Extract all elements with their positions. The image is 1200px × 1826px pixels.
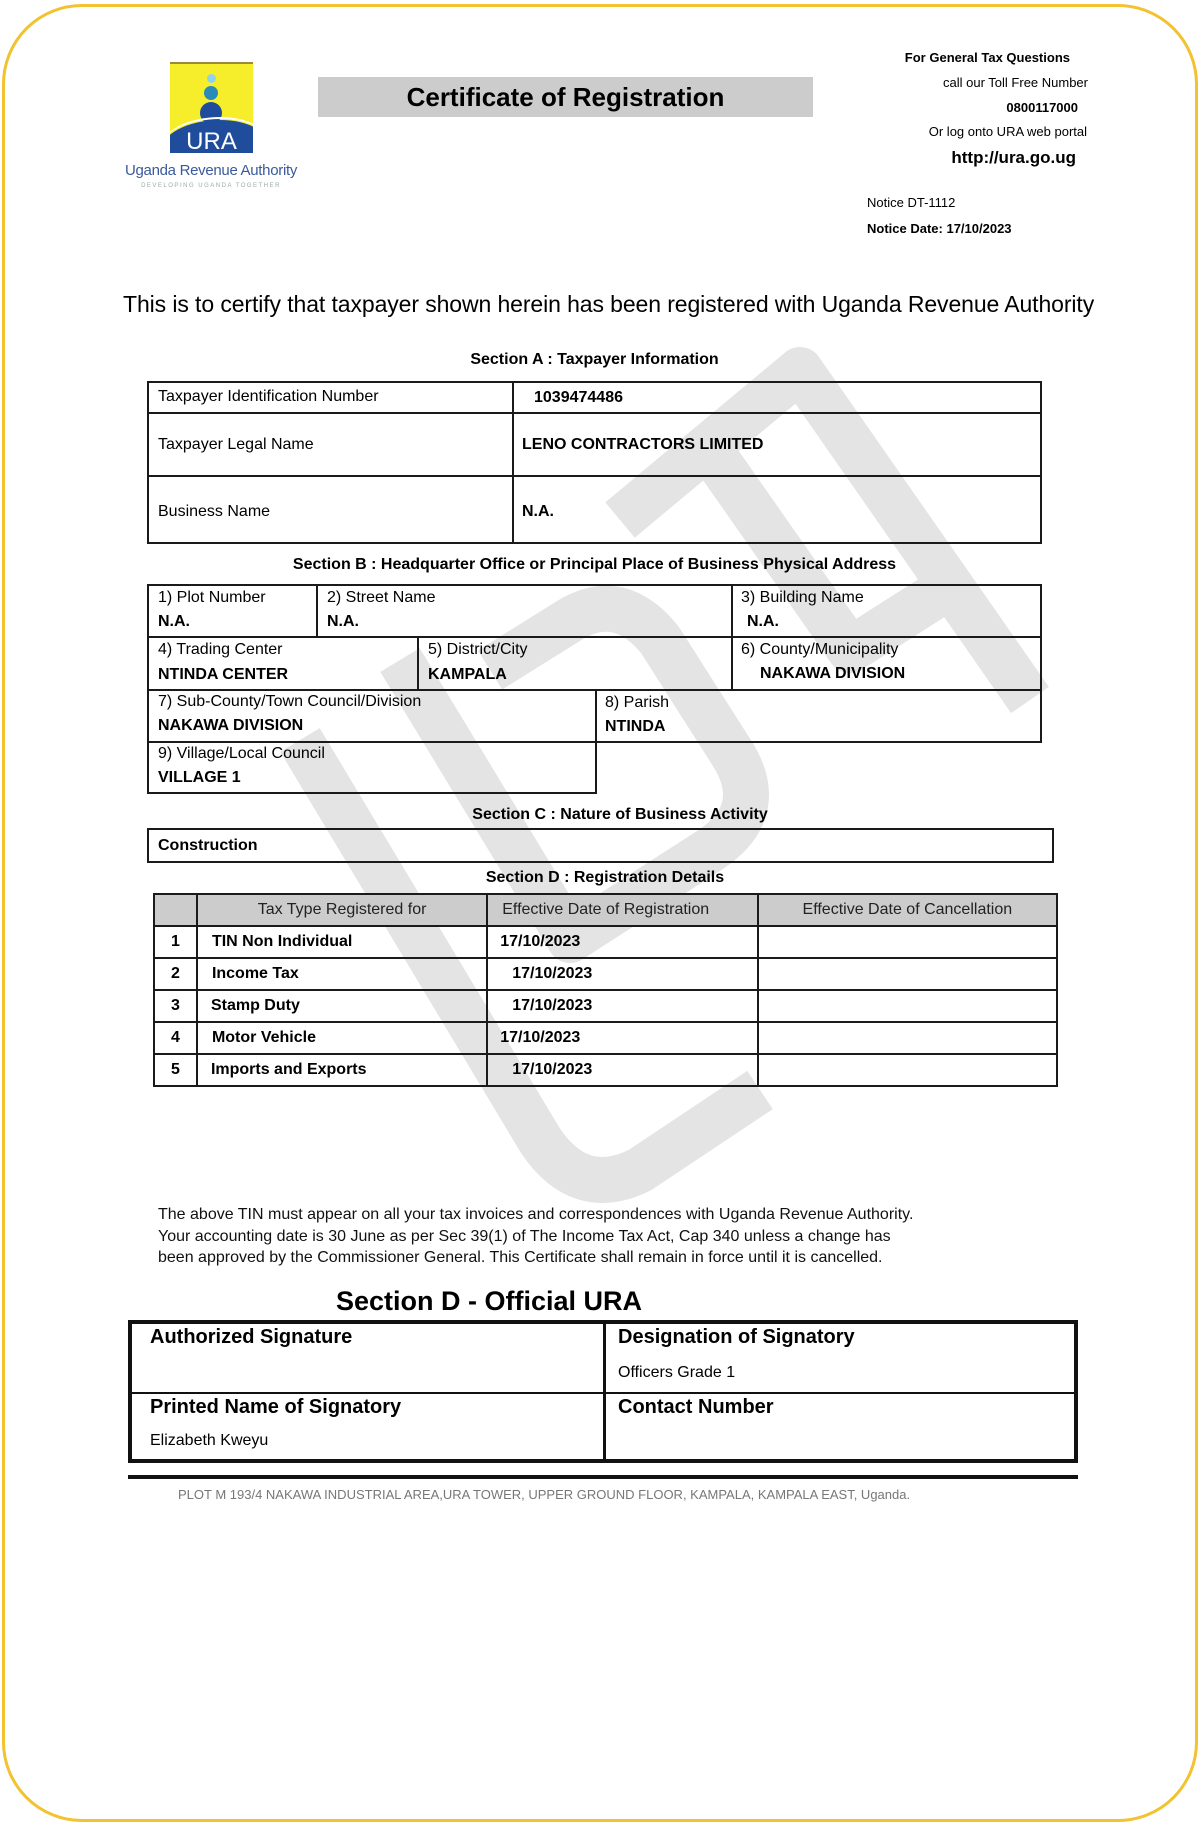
reg-date: 17/10/2023 (487, 926, 757, 958)
row-number: 5 (154, 1054, 197, 1086)
certify-statement: This is to certify that taxpayer shown herein has been registered with Uganda Revenue Authority (123, 291, 1095, 317)
district-city-cell (417, 636, 733, 691)
registration-table-header (154, 894, 1057, 926)
tin-value: 1039474486 (534, 389, 623, 406)
village-cell (147, 741, 597, 794)
note-line-1: The above TIN must appear on all your tax invoices and correspondences with Uganda Revenue Authority. (158, 1206, 914, 1223)
logo-abbr: URA (186, 128, 237, 153)
parish-cell (595, 689, 1042, 743)
street-name-label: 2) Street Name (327, 589, 436, 606)
logo-org-name: Uganda Revenue Authority (124, 162, 298, 179)
building-name-label: 3) Building Name (741, 589, 864, 606)
sub-county-label: 7) Sub-County/Town Council/Division (158, 693, 422, 710)
tax-type: Income Tax (197, 958, 487, 990)
row-number: 1 (154, 926, 197, 958)
county-municipality-label: 6) County/Municipality (741, 641, 899, 658)
table-row (154, 1022, 1057, 1054)
trading-center-value: NTINDA CENTER (158, 666, 289, 683)
note-line-3: been approved by the Commissioner General. This Certificate shall remain in force until it is cancelled. (158, 1249, 883, 1266)
reg-date: 17/10/2023 (487, 1022, 757, 1054)
village-label: 9) Village/Local Council (158, 745, 325, 762)
cancel-date (758, 1022, 1057, 1054)
ura-logo (170, 62, 253, 153)
notice-id: Notice DT-1112 (867, 195, 956, 210)
tin-label-cell (147, 381, 514, 414)
table-row (154, 958, 1057, 990)
tax-type: Stamp Duty (197, 990, 487, 1022)
designation-value: Officers Grade 1 (618, 1364, 736, 1381)
cancel-date (758, 1054, 1057, 1086)
county-municipality-value: NAKAWA DIVISION (760, 665, 906, 682)
plot-number-label: 1) Plot Number (158, 589, 266, 606)
printed-name-cell (132, 1394, 603, 1463)
street-name-cell (316, 584, 733, 638)
sub-county-value: NAKAWA DIVISION (158, 717, 304, 734)
signatory-table (128, 1320, 1078, 1463)
printed-name-value: Elizabeth Kweyu (150, 1432, 269, 1449)
business-name-value-cell (512, 475, 1042, 544)
col-header-cancel-date: Effective Date of Cancellation (758, 894, 1057, 926)
col-header-tax-type: Tax Type Registered for (197, 894, 487, 926)
business-activity-value: Construction (158, 837, 258, 854)
street-name-value: N.A. (327, 613, 359, 630)
business-name-value: N.A. (522, 503, 554, 520)
designation-label: Designation of Signatory (618, 1326, 855, 1348)
registration-table (153, 893, 1058, 1087)
table-row (154, 1054, 1057, 1086)
contact-portal-label: Or log onto URA web portal (928, 124, 1087, 139)
contact-toll-free-label: call our Toll Free Number (943, 75, 1088, 90)
contact-number-label: Contact Number (618, 1396, 774, 1418)
plot-number-cell (147, 584, 318, 638)
building-name-cell (731, 584, 1042, 638)
district-city-label: 5) District/City (428, 641, 528, 658)
section-c-heading: Section C : Nature of Business Activity (472, 806, 768, 823)
legal-name-label: Taxpayer Legal Name (158, 436, 314, 453)
cancel-date (758, 926, 1057, 958)
sub-county-cell (147, 689, 597, 743)
business-name-label-cell (147, 475, 514, 544)
row-number: 2 (154, 958, 197, 990)
plot-number-value: N.A. (158, 613, 190, 630)
tax-type: TIN Non Individual (197, 926, 487, 958)
reg-date: 17/10/2023 (487, 1054, 757, 1086)
table-row (154, 990, 1057, 1022)
col-header-reg-date: Effective Date of Registration (487, 894, 757, 926)
district-city-value: KAMPALA (428, 666, 507, 683)
contact-phone: 0800117000 (1006, 100, 1078, 115)
section-a-heading: Section A : Taxpayer Information (470, 351, 719, 368)
legal-name-value: LENO CONTRACTORS LIMITED (522, 436, 764, 453)
tin-label: Taxpayer Identification Number (158, 388, 379, 405)
tax-type: Motor Vehicle (197, 1022, 487, 1054)
contact-heading: For General Tax Questions (904, 50, 1070, 65)
designation-cell (606, 1324, 1078, 1392)
reg-date: 17/10/2023 (487, 958, 757, 990)
footer-divider (128, 1475, 1078, 1479)
legal-notes (158, 1204, 1018, 1269)
printed-name-label: Printed Name of Signatory (150, 1396, 402, 1418)
reg-date: 17/10/2023 (487, 990, 757, 1022)
county-municipality-cell (731, 636, 1042, 691)
cancel-date (758, 990, 1057, 1022)
legal-name-label-cell (147, 412, 514, 477)
parish-value: NTINDA (605, 718, 666, 735)
business-name-label: Business Name (158, 503, 271, 520)
section-d-heading: Section D : Registration Details (485, 869, 725, 886)
notice-date: Notice Date: 17/10/2023 (867, 221, 1012, 236)
tin-value-cell (512, 381, 1042, 414)
table-row (154, 926, 1057, 958)
col-header-number (154, 894, 197, 926)
logo-tagline: DEVELOPING UGANDA TOGETHER (141, 183, 281, 189)
building-name-value: N.A. (747, 613, 779, 630)
trading-center-cell (147, 636, 419, 691)
tax-type: Imports and Exports (197, 1054, 487, 1086)
note-line-2: Your accounting date is 30 June as per Sec 39(1) of The Income Tax Act, Cap 340 unless a change has (158, 1227, 891, 1245)
official-heading: Section D - Official URA (336, 1286, 643, 1316)
contact-number-cell (606, 1394, 1078, 1463)
footer-address: PLOT M 193/4 NAKAWA INDUSTRIAL AREA,URA TOWER, UPPER GROUND FLOOR, KAMPALA, KAMPALA EAST, Uganda. (178, 1487, 911, 1502)
trading-center-label: 4) Trading Center (158, 641, 283, 658)
row-number: 4 (154, 1022, 197, 1054)
row-number: 3 (154, 990, 197, 1022)
section-b-heading: Section B : Headquarter Office or Principal Place of Business Physical Address (292, 556, 897, 573)
portal-link[interactable]: http://ura.go.ug (951, 148, 1076, 167)
parish-label: 8) Parish (605, 694, 670, 711)
authorized-signature-label: Authorized Signature (150, 1326, 353, 1348)
page-title-text: Certificate of Registration (406, 81, 725, 112)
page-title (318, 77, 813, 117)
cancel-date (758, 958, 1057, 990)
authorized-signature-cell (132, 1324, 603, 1392)
village-value: VILLAGE 1 (158, 769, 241, 786)
legal-name-value-cell (512, 412, 1042, 477)
business-activity-box (147, 828, 1054, 863)
